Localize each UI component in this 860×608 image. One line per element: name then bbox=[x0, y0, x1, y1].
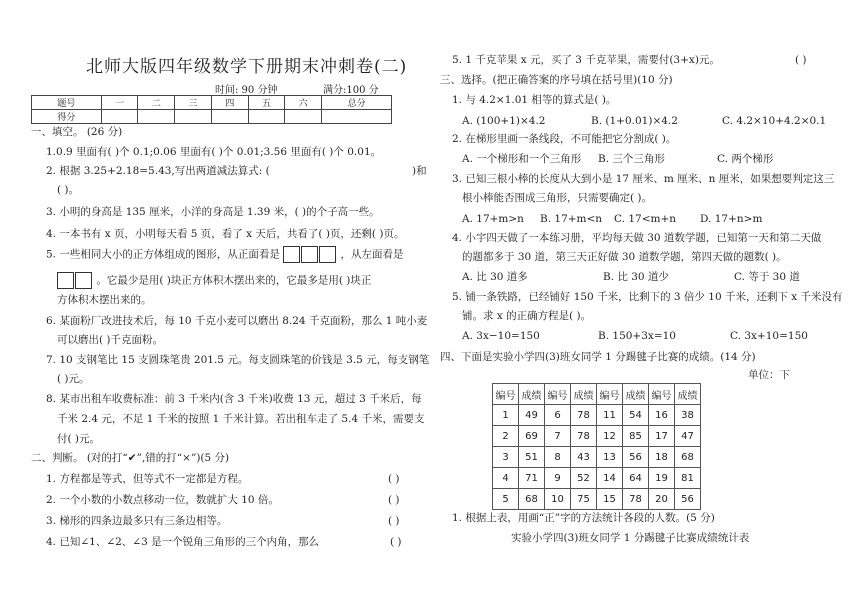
score-cell: 得分 bbox=[32, 110, 102, 124]
score-table-row bbox=[32, 96, 392, 110]
s1-question-5c bbox=[57, 272, 371, 289]
table-cell: 5 bbox=[493, 489, 519, 510]
s3-question-3b: 根小棒能否围成三角形，只需要确定( )。 bbox=[462, 192, 653, 204]
score-cell: 三 bbox=[175, 96, 212, 110]
table-cell: 43 bbox=[571, 447, 597, 468]
table-cell: 12 bbox=[597, 426, 623, 447]
table-cell: 11 bbox=[597, 405, 623, 426]
s3-q1-option-c: C. 4.2×10+4.2×0.1 bbox=[722, 115, 827, 127]
table-cell: 13 bbox=[597, 447, 623, 468]
s1-q5-text-b: ，从左面看是 bbox=[340, 248, 404, 261]
table-cell: 52 bbox=[571, 468, 597, 489]
s1-question-7b: ( )元。 bbox=[57, 373, 90, 385]
score-table bbox=[31, 95, 392, 124]
s3-q1-option-b: B. (1+0.01)×4.2 bbox=[591, 115, 678, 127]
table-cell: 56 bbox=[675, 489, 701, 510]
s1-question-6b: 可以磨出( )千克面粉。 bbox=[57, 334, 164, 346]
table-cell: 38 bbox=[675, 405, 701, 426]
table-cell: 6 bbox=[545, 405, 571, 426]
s1-question-4: 4. 一本书有 x 页，小明每天看 5 页，看了 x 天后，共看了( )页，还剩( )页。 bbox=[46, 228, 405, 240]
column-header: 编号 bbox=[545, 384, 571, 405]
table-caption: 实验小学四(3)班女同学 1 分踢毽子比赛成绩统计表 bbox=[511, 532, 750, 544]
s4-question-1: 1. 根据上表，用画“正”字的方法统计各段的人数。(5 分) bbox=[452, 512, 715, 524]
score-input-cell[interactable] bbox=[138, 110, 175, 124]
unit-label: 单位：下 bbox=[748, 369, 790, 381]
score-cell: 题号 bbox=[32, 96, 102, 110]
table-cell: 75 bbox=[571, 489, 597, 510]
cube-square bbox=[319, 246, 336, 263]
s2-answer-5[interactable]: ( ) bbox=[795, 54, 807, 66]
table-cell: 78 bbox=[571, 426, 597, 447]
section-4-heading: 四、下面是实验小学四(3)班女同学 1 分踢毽子比赛的成绩。(14 分) bbox=[440, 351, 756, 363]
left-view-figure bbox=[57, 272, 93, 289]
s1-question-1: 1.0.9 里面有( )个 0.1;0.06 里面有( )个 0.01;3.56 里面有( )个 0.01。 bbox=[46, 146, 382, 158]
s2-question-5: 5. 1 千克苹果 x 元，买了 3 千克苹果，需要付(3+x)元。 bbox=[452, 54, 720, 66]
s1-question-2b: )和 bbox=[412, 165, 427, 177]
section-1-heading: 一、填空。 (26 分) bbox=[31, 126, 123, 138]
table-cell: 51 bbox=[519, 447, 545, 468]
table-cell: 15 bbox=[597, 489, 623, 510]
table-cell: 9 bbox=[545, 468, 571, 489]
table-cell: 10 bbox=[545, 489, 571, 510]
table-cell: 78 bbox=[571, 405, 597, 426]
column-header: 成绩 bbox=[675, 384, 701, 405]
s3-q4-option-a: A. 比 30 道多 bbox=[462, 271, 528, 283]
table-row bbox=[493, 489, 701, 510]
section-3-heading: 三、选择。(把正确答案的序号填在括号里)(10 分) bbox=[440, 74, 673, 86]
column-header: 成绩 bbox=[571, 384, 597, 405]
s2-answer-3[interactable]: ( ) bbox=[388, 515, 400, 527]
table-cell: 8 bbox=[545, 447, 571, 468]
table-cell: 56 bbox=[623, 447, 649, 468]
s1-q5-text-a: 5. 一些相同大小的正方体组成的图形，从正面看是 bbox=[46, 248, 280, 261]
exam-title: 北师大版四年级数学下册期末冲刺卷(二) bbox=[86, 57, 408, 77]
column-header: 编号 bbox=[493, 384, 519, 405]
s3-question-3a: 3. 已知三根小棒的长度从大到小是 17 厘米、m 厘米、n 厘米，如果想要判定这三 bbox=[452, 173, 835, 185]
section-2-heading: 二、判断。 (对的打“✔”,错的打“×”)(5 分) bbox=[31, 452, 230, 464]
table-cell: 54 bbox=[623, 405, 649, 426]
table-cell: 14 bbox=[597, 468, 623, 489]
s3-question-1: 1. 与 4.2×1.01 相等的算式是( )。 bbox=[452, 94, 617, 106]
table-cell: 1 bbox=[493, 405, 519, 426]
s2-question-4: 4. 已知∠1、∠2、∠3 是一个锐角三角形的三个内角，那么 bbox=[46, 536, 320, 548]
column-header: 成绩 bbox=[623, 384, 649, 405]
table-cell: 78 bbox=[623, 489, 649, 510]
table-cell: 64 bbox=[623, 468, 649, 489]
s1-question-3: 3. 小明的身高是 135 厘米，小洋的身高是 1.39 米，( )的个子高一些。 bbox=[46, 206, 380, 218]
score-input-cell[interactable] bbox=[211, 110, 248, 124]
score-cell: 总分 bbox=[322, 96, 392, 110]
s3-q2-option-b: B. 三个三角形 bbox=[598, 153, 665, 165]
score-cell: 四 bbox=[211, 96, 248, 110]
s1-question-7a: 7. 10 支钢笔比 15 支圆珠笔贵 201.5 元。每支圆珠笔的价钱是 3.5 元，每支钢笔 bbox=[46, 354, 430, 366]
score-cell: 一 bbox=[101, 96, 138, 110]
column-header: 编号 bbox=[597, 384, 623, 405]
table-cell: 7 bbox=[545, 426, 571, 447]
table-cell: 17 bbox=[649, 426, 675, 447]
score-table-row bbox=[32, 110, 392, 124]
cube-square bbox=[283, 246, 300, 263]
table-cell: 20 bbox=[649, 489, 675, 510]
s3-question-5b: 铺。求 x 的正确方程是( )。 bbox=[462, 310, 592, 322]
score-input-cell[interactable] bbox=[322, 110, 392, 124]
s1-question-5d: 方体积木摆出来的。 bbox=[57, 294, 152, 306]
s3-question-2: 2. 在梯形里画一条线段，不可能把它分割成( )。 bbox=[452, 133, 677, 145]
score-input-cell[interactable] bbox=[101, 110, 138, 124]
table-cell: 2 bbox=[493, 426, 519, 447]
s2-answer-4[interactable]: ( ) bbox=[390, 536, 402, 548]
table-row bbox=[493, 468, 701, 489]
table-header-row bbox=[493, 384, 701, 405]
cube-square bbox=[75, 272, 92, 289]
exam-total-score: 满分:100 分 bbox=[323, 85, 379, 96]
s1-question-2c: ( )。 bbox=[57, 184, 80, 196]
s3-q3-option-b: B. 17+m<n bbox=[540, 213, 603, 225]
table-cell: 3 bbox=[493, 447, 519, 468]
table-cell: 68 bbox=[519, 489, 545, 510]
score-input-cell[interactable] bbox=[285, 110, 322, 124]
table-row bbox=[493, 405, 701, 426]
column-header: 成绩 bbox=[519, 384, 545, 405]
score-input-cell[interactable] bbox=[248, 110, 285, 124]
s2-question-2: 2. 一个小数的小数点移动一位，数就扩大 10 倍。 bbox=[46, 494, 279, 506]
table-cell: 81 bbox=[675, 468, 701, 489]
s1-q5-text-c: 。它最少是用( )块正方体积木摆出来的，它最多是用( )块正 bbox=[96, 274, 372, 287]
column-header: 编号 bbox=[649, 384, 675, 405]
s3-q2-option-a: A. 一个梯形和一个三角形 bbox=[462, 153, 582, 165]
table-cell: 71 bbox=[519, 468, 545, 489]
s3-question-4b: 的题都多于 30 道，第三天正好做 30 道数学题，第四天做的题数( )。 bbox=[462, 251, 787, 263]
table-cell: 18 bbox=[649, 447, 675, 468]
s1-question-2a: 2. 根据 3.25+2.18=5.43,写出两道减法算式: ( bbox=[46, 165, 270, 177]
table-cell: 16 bbox=[649, 405, 675, 426]
front-view-figure bbox=[283, 246, 337, 263]
cube-square bbox=[301, 246, 318, 263]
table-cell: 19 bbox=[649, 468, 675, 489]
s1-question-6a: 6. 某面粉厂改进技术后，每 10 千克小麦可以磨出 8.24 千克面粉，那么 1 吨小麦 bbox=[46, 315, 428, 327]
s3-q5-option-c: C. 3x+10=150 bbox=[730, 330, 808, 342]
s2-answer-1[interactable]: ( ) bbox=[388, 473, 400, 485]
s3-q3-option-d: D. 17+n>m bbox=[700, 213, 763, 225]
table-row bbox=[493, 426, 701, 447]
s1-question-8c: 付( )元。 bbox=[57, 433, 101, 445]
s2-question-3: 3. 梯形的四条边最多只有三条边相等。 bbox=[46, 515, 228, 527]
table-cell: 69 bbox=[519, 426, 545, 447]
table-cell: 68 bbox=[675, 447, 701, 468]
s1-question-8b: 千米 2.4 元，不足 1 千米的按照 1 千米计算。若出租车走了 5.4 千米，需要支 bbox=[57, 413, 425, 425]
cube-square bbox=[57, 272, 74, 289]
table-cell: 47 bbox=[675, 426, 701, 447]
s3-q3-option-a: A. 17+m>n bbox=[462, 213, 524, 225]
table-cell: 85 bbox=[623, 426, 649, 447]
s3-question-4a: 4. 小宇四天做了一本练习册，平均每天做 30 道数学题，已知第一天和第二天做 bbox=[452, 232, 822, 244]
s1-question-5a bbox=[46, 246, 404, 263]
s3-question-5a: 5. 铺一条铁路，已经铺好 150 千米，比剩下的 3 倍少 10 千米，还剩下 x 千米没有 bbox=[452, 291, 843, 303]
exam-time: 时间: 90 分钟 bbox=[215, 85, 278, 96]
s2-question-1: 1. 方程都是等式，但等式不一定都是方程。 bbox=[46, 473, 249, 485]
table-row bbox=[493, 447, 701, 468]
score-cell: 六 bbox=[285, 96, 322, 110]
s3-q1-option-a: A. (100+1)×4.2 bbox=[462, 115, 546, 127]
s3-q4-option-b: B. 比 30 道少 bbox=[603, 271, 669, 283]
s3-q5-option-a: A. 3x−10=150 bbox=[462, 330, 540, 342]
score-cell: 五 bbox=[248, 96, 285, 110]
s3-q2-option-c: C. 两个梯形 bbox=[717, 153, 774, 165]
table-cell: 49 bbox=[519, 405, 545, 426]
score-data-table bbox=[492, 383, 701, 510]
score-cell: 二 bbox=[138, 96, 175, 110]
s3-q5-option-b: B. 150+3x=10 bbox=[598, 330, 676, 342]
s1-question-8a: 8. 某市出租车收费标准：前 3 千米内(含 3 千米)收费 13 元，超过 3 千米后，每 bbox=[46, 393, 422, 405]
table-cell: 4 bbox=[493, 468, 519, 489]
s2-answer-2[interactable]: ( ) bbox=[388, 494, 400, 506]
s3-q4-option-c: C. 等于 30 道 bbox=[734, 271, 800, 283]
score-input-cell[interactable] bbox=[175, 110, 212, 124]
s3-q3-option-c: C. 17<m+n bbox=[614, 213, 677, 225]
